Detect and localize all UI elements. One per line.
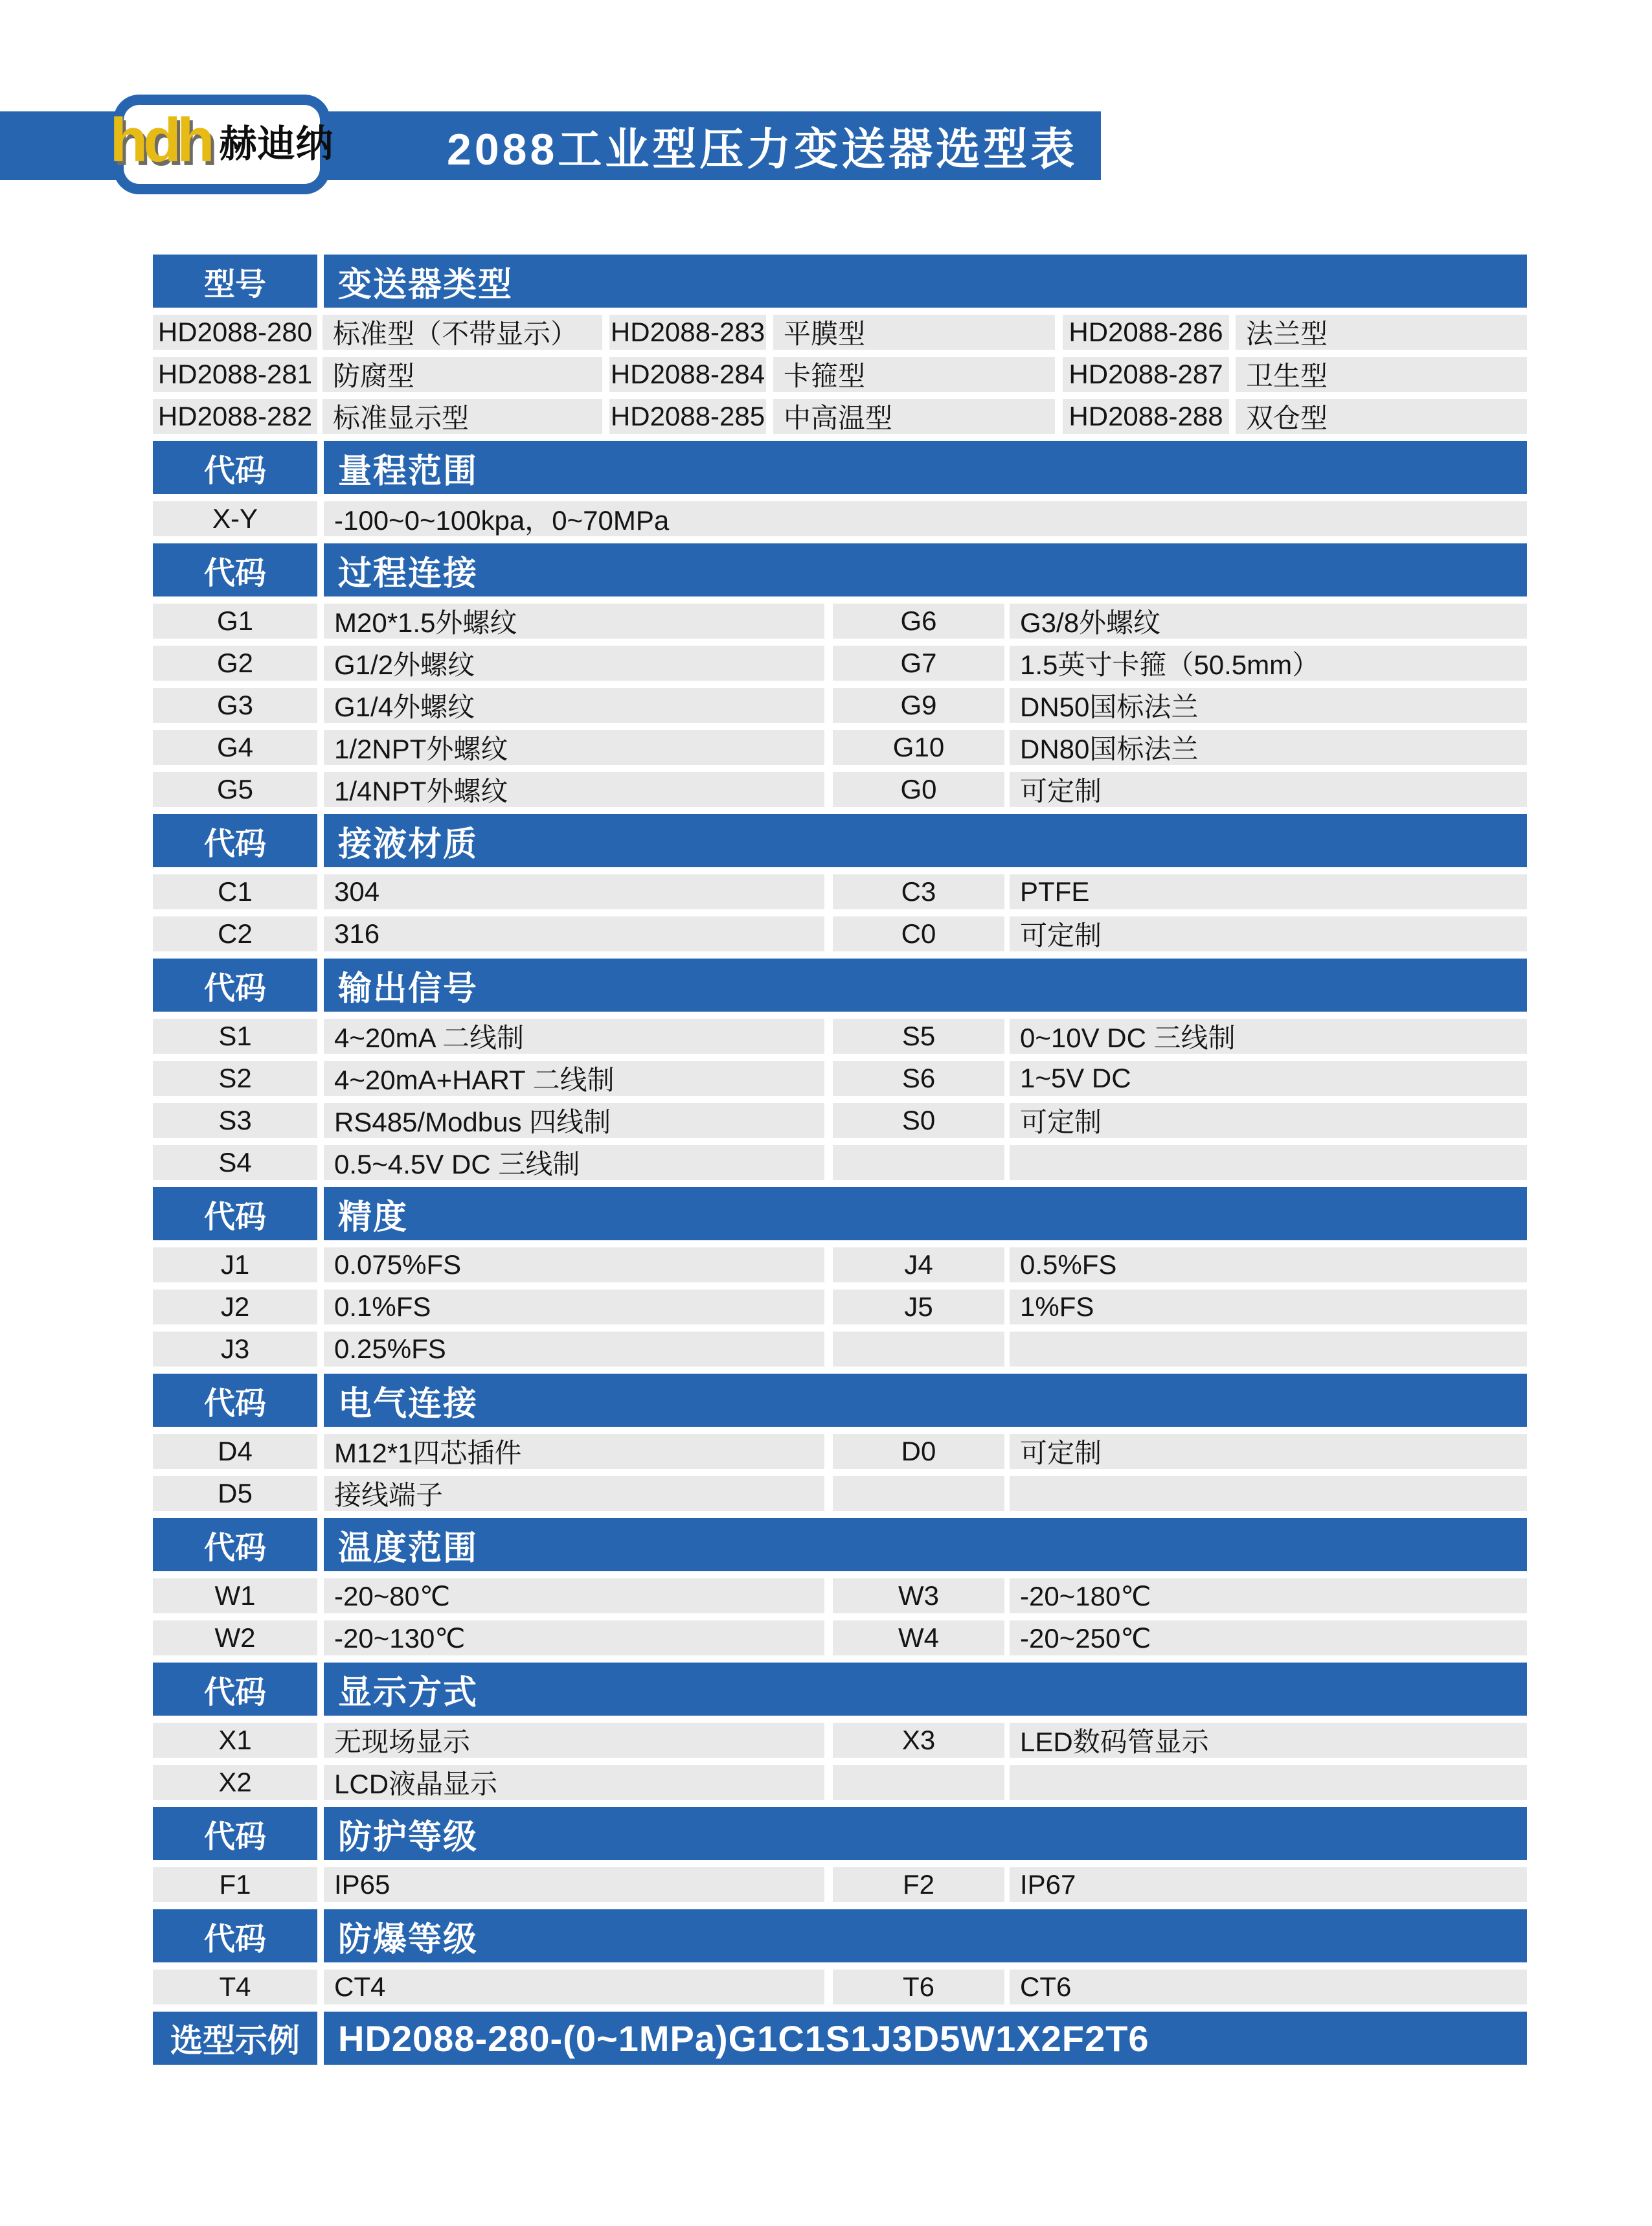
data-row	[153, 874, 1527, 909]
desc-cell: 304	[324, 874, 824, 909]
code-cell: G6	[833, 604, 1004, 639]
code-header-cell: 代码	[153, 814, 317, 867]
desc-cell: 0.5~4.5V DC 三线制	[324, 1145, 824, 1180]
example-row	[153, 2012, 1527, 2065]
section-header-row	[153, 1909, 1527, 1962]
code-cell: D4	[153, 1434, 317, 1469]
desc-cell: M12*1四芯插件	[324, 1434, 824, 1469]
section-header-row	[153, 255, 1527, 308]
code-cell: S0	[833, 1103, 1004, 1138]
code-cell: X3	[833, 1723, 1004, 1758]
code-cell: J2	[153, 1289, 317, 1324]
code-cell: S4	[153, 1145, 317, 1180]
code-cell: J3	[153, 1332, 317, 1367]
code-cell: G4	[153, 730, 317, 765]
range-row	[153, 501, 1527, 536]
code-cell: C1	[153, 874, 317, 909]
section-title-cell: 精度	[324, 1187, 1527, 1240]
data-row	[153, 1019, 1527, 1054]
desc-cell: 0.25%FS	[324, 1332, 824, 1367]
desc-cell: -20~180℃	[1010, 1578, 1527, 1613]
desc-cell: 接线端子	[324, 1476, 824, 1511]
desc-cell: 1~5V DC	[1010, 1061, 1527, 1096]
desc-cell	[1010, 1145, 1527, 1180]
model-row	[153, 315, 1527, 350]
desc-cell: 无现场显示	[324, 1723, 824, 1758]
data-row	[153, 1289, 1527, 1324]
code-header-cell: 代码	[153, 1807, 317, 1860]
data-row	[153, 604, 1527, 639]
desc-cell: 1%FS	[1010, 1289, 1527, 1324]
model-type-cell: 标准型（不带显示）	[322, 315, 602, 350]
model-type-cell: 卡箍型	[773, 357, 1055, 392]
code-cell: W2	[153, 1620, 317, 1655]
desc-cell: DN50国标法兰	[1010, 688, 1527, 723]
section-title-cell: 防爆等级	[324, 1909, 1527, 1962]
section-header-row	[153, 1187, 1527, 1240]
code-cell: G2	[153, 646, 317, 681]
model-row	[153, 399, 1527, 434]
section-header-row	[153, 1374, 1527, 1427]
data-row	[153, 1723, 1527, 1758]
code-cell: G3	[153, 688, 317, 723]
section-title-cell: 电气连接	[324, 1374, 1527, 1427]
code-cell	[833, 1476, 1004, 1511]
data-row	[153, 1434, 1527, 1469]
desc-cell: -20~130℃	[324, 1620, 824, 1655]
code-cell: F2	[833, 1867, 1004, 1902]
model-type-cell: 平膜型	[773, 315, 1055, 350]
data-row	[153, 1578, 1527, 1613]
code-cell: G9	[833, 688, 1004, 723]
code-cell: W3	[833, 1578, 1004, 1613]
code-cell: S2	[153, 1061, 317, 1096]
code-cell: F1	[153, 1867, 317, 1902]
desc-cell: DN80国标法兰	[1010, 730, 1527, 765]
desc-cell: 0.1%FS	[324, 1289, 824, 1324]
model-type-cell: 标准显示型	[322, 399, 602, 434]
code-cell: C3	[833, 874, 1004, 909]
code-header-cell: 代码	[153, 1909, 317, 1962]
desc-cell: 4~20mA+HART 二线制	[324, 1061, 824, 1096]
code-cell: J5	[833, 1289, 1004, 1324]
code-cell: D5	[153, 1476, 317, 1511]
desc-cell: -100~0~100kpa，0~70MPa	[324, 501, 1527, 536]
model-type-cell: 防腐型	[322, 357, 602, 392]
code-cell: S1	[153, 1019, 317, 1054]
desc-cell: 可定制	[1010, 916, 1527, 951]
data-row	[153, 646, 1527, 681]
desc-cell	[1010, 1476, 1527, 1511]
data-row	[153, 1867, 1527, 1902]
model-code-cell: HD2088-284	[609, 357, 766, 392]
desc-cell: 1/2NPT外螺纹	[324, 730, 824, 765]
code-cell: D0	[833, 1434, 1004, 1469]
code-cell: C0	[833, 916, 1004, 951]
code-header-cell: 代码	[153, 1663, 317, 1716]
data-row	[153, 1145, 1527, 1180]
data-row	[153, 1476, 1527, 1511]
section-title-cell: 防护等级	[324, 1807, 1527, 1860]
desc-cell: 可定制	[1010, 1434, 1527, 1469]
desc-cell: 可定制	[1010, 772, 1527, 807]
code-cell: W4	[833, 1620, 1004, 1655]
code-cell: X-Y	[153, 501, 317, 536]
section-title-cell: 输出信号	[324, 959, 1527, 1012]
desc-cell: RS485/Modbus 四线制	[324, 1103, 824, 1138]
code-header-cell: 代码	[153, 441, 317, 494]
brand-name: 赫迪纳	[219, 123, 334, 165]
code-header-cell: 代码	[153, 1187, 317, 1240]
desc-cell: -20~80℃	[324, 1578, 824, 1613]
section-header-row	[153, 1663, 1527, 1716]
section-header-row	[153, 959, 1527, 1012]
code-cell: W1	[153, 1578, 317, 1613]
desc-cell: 4~20mA 二线制	[324, 1019, 824, 1054]
code-cell: T6	[833, 1970, 1004, 2005]
model-code-cell: HD2088-285	[609, 399, 766, 434]
code-cell: X1	[153, 1723, 317, 1758]
banner-title: 2088工业型压力变送器选型表	[447, 124, 1078, 174]
data-row	[153, 1332, 1527, 1367]
model-type-cell: 双仓型	[1236, 399, 1527, 434]
code-cell	[833, 1145, 1004, 1180]
desc-cell: LED数码管显示	[1010, 1723, 1527, 1758]
desc-cell: PTFE	[1010, 874, 1527, 909]
code-cell: G10	[833, 730, 1004, 765]
code-cell: G0	[833, 772, 1004, 807]
desc-cell: LCD液晶显示	[324, 1765, 824, 1800]
desc-cell: G1/4外螺纹	[324, 688, 824, 723]
data-row	[153, 1970, 1527, 2005]
desc-cell	[1010, 1765, 1527, 1800]
code-cell: G1	[153, 604, 317, 639]
model-code-cell: HD2088-286	[1063, 315, 1229, 350]
model-row	[153, 357, 1527, 392]
section-header-row	[153, 1807, 1527, 1860]
desc-cell: IP65	[324, 1867, 824, 1902]
section-title-cell: 变送器类型	[324, 255, 1527, 308]
model-type-cell: 卫生型	[1236, 357, 1527, 392]
code-header-cell: 型号	[153, 255, 317, 308]
desc-cell: -20~250℃	[1010, 1620, 1527, 1655]
brand-logo-inner	[109, 105, 334, 184]
desc-cell: 1.5英寸卡箍（50.5mm）	[1010, 646, 1527, 681]
data-row	[153, 688, 1527, 723]
code-header-cell: 代码	[153, 1374, 317, 1427]
selection-table	[153, 255, 1527, 2065]
data-row	[153, 1061, 1527, 1096]
data-row	[153, 1103, 1527, 1138]
model-code-cell: HD2088-280	[153, 315, 317, 350]
model-code-cell: HD2088-288	[1063, 399, 1229, 434]
data-row	[153, 730, 1527, 765]
code-cell: S3	[153, 1103, 317, 1138]
code-cell	[833, 1765, 1004, 1800]
code-cell: S5	[833, 1019, 1004, 1054]
section-title-cell: 接液材质	[324, 814, 1527, 867]
desc-cell: 316	[324, 916, 824, 951]
code-cell: G5	[153, 772, 317, 807]
hdh-logo-mark: hdh	[109, 106, 210, 175]
desc-cell: IP67	[1010, 1867, 1527, 1902]
code-header-cell: 代码	[153, 959, 317, 1012]
code-cell: J1	[153, 1247, 317, 1282]
model-code-cell: HD2088-287	[1063, 357, 1229, 392]
section-title-cell: 过程连接	[324, 543, 1527, 596]
code-cell: J4	[833, 1247, 1004, 1282]
code-header-cell: 代码	[153, 1518, 317, 1571]
code-header-cell: 代码	[153, 543, 317, 596]
example-value-cell: HD2088-280-(0~1MPa)G1C1S1J3D5W1X2F2T6	[324, 2012, 1527, 2065]
desc-cell: 可定制	[1010, 1103, 1527, 1138]
desc-cell: G3/8外螺纹	[1010, 604, 1527, 639]
data-row	[153, 1765, 1527, 1800]
code-cell: T4	[153, 1970, 317, 2005]
brand-logo	[109, 95, 334, 194]
model-code-cell: HD2088-281	[153, 357, 317, 392]
model-code-cell: HD2088-282	[153, 399, 317, 434]
desc-cell: 0~10V DC 三线制	[1010, 1019, 1527, 1054]
model-code-cell: HD2088-283	[609, 315, 766, 350]
section-title-cell: 显示方式	[324, 1663, 1527, 1716]
section-title-cell: 量程范围	[324, 441, 1527, 494]
section-header-row	[153, 543, 1527, 596]
code-cell: C2	[153, 916, 317, 951]
data-row	[153, 772, 1527, 807]
desc-cell: CT4	[324, 1970, 824, 2005]
desc-cell: 0.075%FS	[324, 1247, 824, 1282]
section-title-cell: 温度范围	[324, 1518, 1527, 1571]
desc-cell	[1010, 1332, 1527, 1367]
model-type-cell: 法兰型	[1236, 315, 1527, 350]
section-header-row	[153, 1518, 1527, 1571]
section-header-row	[153, 441, 1527, 494]
desc-cell: CT6	[1010, 1970, 1527, 2005]
data-row	[153, 1620, 1527, 1655]
section-header-row	[153, 814, 1527, 867]
model-type-cell: 中高温型	[773, 399, 1055, 434]
data-row	[153, 1247, 1527, 1282]
code-cell	[833, 1332, 1004, 1367]
desc-cell: 1/4NPT外螺纹	[324, 772, 824, 807]
desc-cell: G1/2外螺纹	[324, 646, 824, 681]
desc-cell: 0.5%FS	[1010, 1247, 1527, 1282]
example-code-cell: 选型示例	[153, 2012, 317, 2065]
code-cell: X2	[153, 1765, 317, 1800]
code-cell: S6	[833, 1061, 1004, 1096]
desc-cell: M20*1.5外螺纹	[324, 604, 824, 639]
data-row	[153, 916, 1527, 951]
code-cell: G7	[833, 646, 1004, 681]
